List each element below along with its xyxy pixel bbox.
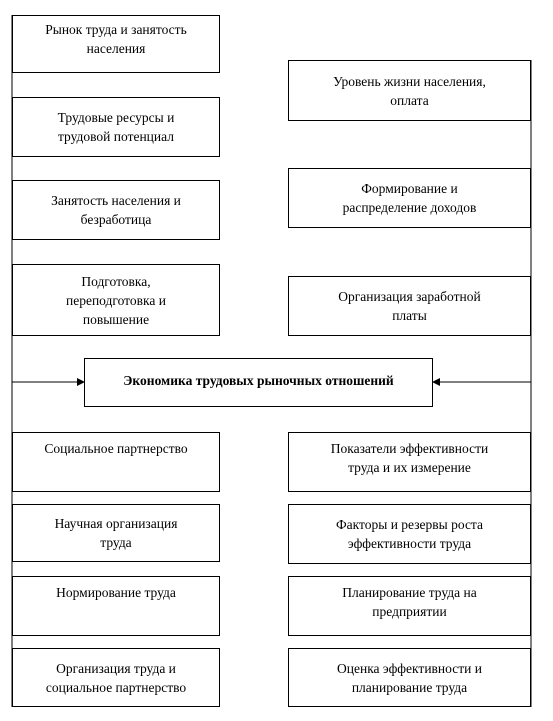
left-box-3 [12, 180, 220, 240]
right-box-6-label: Планирование труда на предприятии [342, 585, 477, 619]
left-box-4 [12, 264, 220, 336]
right-box-6 [288, 576, 531, 636]
right-box-7-label: Оценка эффективности и планирование труда [337, 660, 482, 695]
right-box-1-label: Уровень жизни населения, оплата [333, 73, 486, 108]
left-box-6 [12, 504, 220, 562]
left-box-7-label: Нормирование труда [56, 585, 176, 600]
left-box-1-label: Рынок труда и занятость населения [45, 22, 187, 56]
right-box-1 [288, 60, 531, 121]
left-box-6-label: Научная организация труда [54, 516, 178, 550]
left-box-4-label: Подготовка, переподготовка и повышение [66, 273, 166, 327]
center-box-label: Экономика трудовых рыночных отношений [123, 373, 394, 388]
left-box-2 [12, 97, 220, 157]
left-box-5-label: Социальное партнерство [44, 441, 188, 456]
right-box-3-label: Организация заработной платы [338, 289, 481, 323]
left-box-8 [12, 648, 220, 707]
left-box-7 [12, 576, 220, 636]
right-box-4 [288, 432, 531, 492]
right-box-3 [288, 276, 531, 336]
left-box-2-label: Трудовые ресурсы и трудовой потенциал [57, 110, 175, 144]
left-box-1 [12, 15, 220, 73]
left-box-3-label: Занятость населения и безработица [51, 193, 181, 227]
right-box-2-label: Формирование и распределение доходов [342, 181, 477, 215]
left-box-8-label: Организация труда и социальное партнерство [45, 660, 187, 695]
right-box-5-label: Факторы и резервы роста эффективности труда [336, 517, 483, 551]
right-box-7 [288, 648, 531, 707]
right-box-5 [288, 504, 531, 564]
center-box [84, 358, 433, 407]
right-box-2 [288, 168, 531, 228]
right-box-4-label: Показатели эффективности труда и их измерение [330, 441, 489, 475]
left-box-5 [12, 432, 220, 492]
